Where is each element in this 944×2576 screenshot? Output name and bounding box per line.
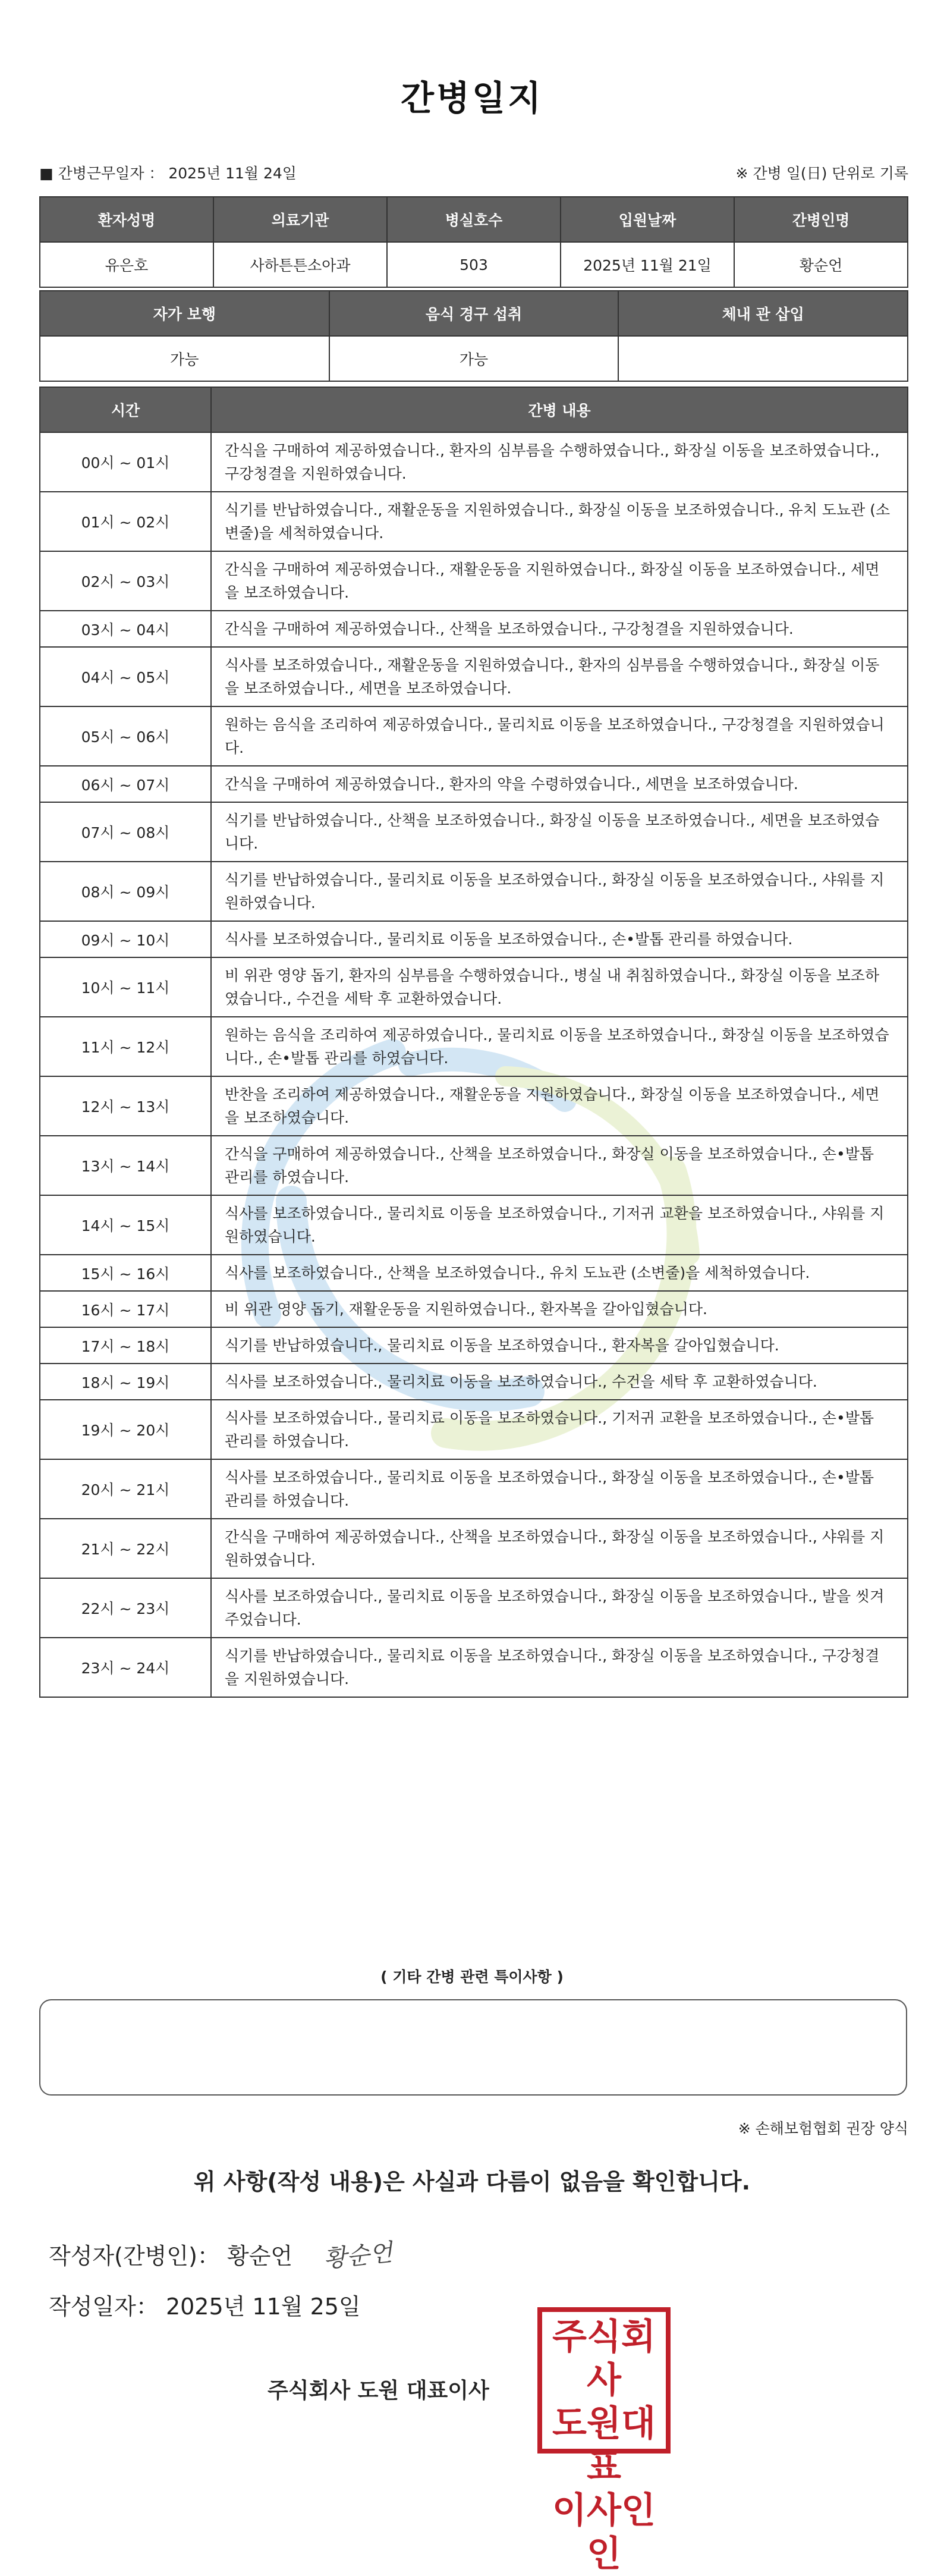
log-time-cell: 20시 ~ 21시	[40, 1459, 211, 1519]
writer-label: 작성자(간병인)：	[49, 2243, 220, 2269]
log-time-cell: 13시 ~ 14시	[40, 1136, 211, 1195]
log-time-cell: 23시 ~ 24시	[40, 1638, 211, 1697]
log-time-cell: 10시 ~ 11시	[40, 957, 211, 1017]
log-time-cell: 12시 ~ 13시	[40, 1076, 211, 1136]
hospital-name: 사하튼튼소아과	[213, 242, 387, 287]
patient-table-value-row	[40, 242, 908, 287]
meta-row	[39, 162, 908, 186]
company-seal-stamp	[537, 2307, 671, 2575]
log-time-cell: 11시 ~ 12시	[40, 1017, 211, 1076]
log-time-cell: 00시 ~ 01시	[40, 432, 211, 492]
page-title: 간병일지	[400, 78, 544, 118]
table-row	[40, 432, 908, 492]
seal-line: 주식회사	[552, 2316, 656, 2401]
header-self-walking: 자가 보행	[40, 291, 329, 336]
log-time-cell: 05시 ~ 06시	[40, 706, 211, 766]
log-time-cell: 22시 ~ 23시	[40, 1578, 211, 1638]
log-content-cell: 원하는 음식을 조리하여 제공하였습니다., 물리치료 이동을 보조하였습니다., 화장실 이동을 보조하였습니다., 손•발톱 관리를 하였습니다.	[211, 1017, 908, 1076]
log-time-cell: 06시 ~ 07시	[40, 766, 211, 802]
log-content-cell: 간식을 구매하여 제공하였습니다., 환자의 약을 수령하였습니다., 세면을 보조하였습니다.	[211, 766, 908, 802]
log-time-cell: 08시 ~ 09시	[40, 862, 211, 921]
log-time-cell: 18시 ~ 19시	[40, 1364, 211, 1400]
table-row	[40, 611, 908, 647]
special-notes-title: ( 기타 간병 관련 특이사항 )	[380, 1968, 564, 1986]
log-time-cell: 02시 ~ 03시	[40, 551, 211, 611]
table-row	[40, 862, 908, 921]
table-row	[40, 1519, 908, 1578]
log-content-cell: 간식을 구매하여 제공하였습니다., 환자의 심부름을 수행하였습니다., 화장실 이동을 보조하였습니다., 구강청결을 지원하였습니다.	[211, 432, 908, 492]
header-patient-name: 환자성명	[40, 197, 213, 242]
table-row	[40, 1076, 908, 1136]
table-row	[40, 1327, 908, 1364]
log-content-cell: 식사를 보조하였습니다., 재활운동을 지원하였습니다., 환자의 심부름을 수행하였습니다., 화장실 이동을 보조하였습니다., 세면을 보조하였습니다.	[211, 647, 908, 706]
unit-note: ※ 간병 일(日) 단위로 기록	[735, 165, 908, 182]
writer-signature: 황순언	[322, 2239, 394, 2273]
log-content-cell: 간식을 구매하여 제공하였습니다., 재활운동을 지원하였습니다., 화장실 이동을 보조하였습니다., 세면을 보조하였습니다.	[211, 551, 908, 611]
seal-line: 도원대표	[552, 2403, 656, 2488]
log-table-body	[40, 432, 908, 1697]
status-table-value-row	[40, 336, 908, 381]
written-date-label: 작성일자：	[49, 2294, 159, 2320]
table-row	[40, 551, 908, 611]
log-time-cell: 04시 ~ 05시	[40, 647, 211, 706]
header-caregiver-name: 간병인명	[734, 197, 908, 242]
table-row	[40, 921, 908, 957]
log-time-cell: 09시 ~ 10시	[40, 921, 211, 957]
log-content-cell: 비 위관 영양 돕기, 환자의 심부름을 수행하였습니다., 병실 내 취침하였습니다., 화장실 이동을 보조하였습니다., 수건을 세탁 후 교환하였습니다.	[211, 957, 908, 1017]
header-hospital: 의료기관	[213, 197, 387, 242]
log-time-cell: 16시 ~ 17시	[40, 1291, 211, 1327]
header-oral-intake: 음식 경구 섭취	[329, 291, 619, 336]
log-content-cell: 비 위관 영양 돕기, 재활운동을 지원하였습니다., 환자복을 갈아입혔습니다.	[211, 1291, 908, 1327]
table-row	[40, 1136, 908, 1195]
log-content-cell: 간식을 구매하여 제공하였습니다., 산책을 보조하였습니다., 화장실 이동을 보조하였습니다., 샤워를 지원하였습니다.	[211, 1519, 908, 1578]
log-content-cell: 간식을 구매하여 제공하였습니다., 산책을 보조하였습니다., 구강청결을 지원하였습니다.	[211, 611, 908, 647]
care-log-table	[39, 387, 908, 1698]
table-row	[40, 492, 908, 551]
log-content-cell: 식사를 보조하였습니다., 산책을 보조하였습니다., 유치 도뇨관 (소변줄)을 세척하였습니다.	[211, 1255, 908, 1291]
status-table-header-row	[40, 291, 908, 336]
table-row	[40, 647, 908, 706]
company-representative: 주식회사 도원 대표이사	[268, 2379, 489, 2403]
table-row	[40, 1195, 908, 1255]
self-walking-value: 가능	[40, 336, 329, 381]
table-row	[40, 1578, 908, 1638]
patient-table-header-row	[40, 197, 908, 242]
table-row	[40, 802, 908, 862]
table-row	[40, 1364, 908, 1400]
room-number: 503	[387, 242, 561, 287]
table-row	[40, 1400, 908, 1459]
log-content-cell: 식사를 보조하였습니다., 물리치료 이동을 보조하였습니다., 기저귀 교환을 보조하였습니다., 샤워를 지원하였습니다.	[211, 1195, 908, 1255]
header-admission-date: 입원날짜	[561, 197, 734, 242]
table-row	[40, 1459, 908, 1519]
header-care-content: 간병 내용	[211, 387, 908, 432]
patient-name: 유은호	[40, 242, 213, 287]
log-time-cell: 07시 ~ 08시	[40, 802, 211, 862]
log-content-cell: 식기를 반납하였습니다., 재활운동을 지원하였습니다., 화장실 이동을 보조하였습니다., 유치 도뇨관 (소변줄)을 세척하였습니다.	[211, 492, 908, 551]
table-row	[40, 706, 908, 766]
header-room: 병실호수	[387, 197, 561, 242]
log-content-cell: 식사를 보조하였습니다., 물리치료 이동을 보조하였습니다., 기저귀 교환을 보조하였습니다., 손•발톱 관리를 하였습니다.	[211, 1400, 908, 1459]
log-time-cell: 19시 ~ 20시	[40, 1400, 211, 1459]
table-row	[40, 1291, 908, 1327]
log-time-cell: 03시 ~ 04시	[40, 611, 211, 647]
seal-line: 이사인인	[552, 2490, 656, 2575]
table-row	[40, 957, 908, 1017]
written-date-line	[49, 2288, 361, 2321]
log-content-cell: 식기를 반납하였습니다., 물리치료 이동을 보조하였습니다., 화장실 이동을 보조하였습니다., 샤워를 지원하였습니다.	[211, 862, 908, 921]
log-content-cell: 식기를 반납하였습니다., 물리치료 이동을 보조하였습니다., 환자복을 갈아입혔습니다.	[211, 1327, 908, 1364]
log-time-cell: 15시 ~ 16시	[40, 1255, 211, 1291]
log-time-cell: 17시 ~ 18시	[40, 1327, 211, 1364]
special-notes-box[interactable]	[39, 1999, 907, 2096]
care-date-label: ■ 간병근무일자 ： 2025년 11월 24일	[39, 165, 297, 182]
table-row	[40, 1255, 908, 1291]
log-content-cell: 식사를 보조하였습니다., 물리치료 이동을 보조하였습니다., 화장실 이동을 보조하였습니다., 손•발톱 관리를 하였습니다.	[211, 1459, 908, 1519]
log-content-cell: 식기를 반납하였습니다., 물리치료 이동을 보조하였습니다., 화장실 이동을 보조하였습니다., 구강청결을 지원하였습니다.	[211, 1638, 908, 1697]
log-table-header-row	[40, 387, 908, 432]
recommend-note: ※ 손해보험협회 권장 양식	[738, 2120, 908, 2137]
log-content-cell: 원하는 음식을 조리하여 제공하였습니다., 물리치료 이동을 보조하였습니다., 구강청결을 지원하였습니다.	[211, 706, 908, 766]
log-time-cell: 21시 ~ 22시	[40, 1519, 211, 1578]
log-content-cell: 식사를 보조하였습니다., 물리치료 이동을 보조하였습니다., 수건을 세탁 후 교환하였습니다.	[211, 1364, 908, 1400]
log-content-cell: 반찬을 조리하여 제공하였습니다., 재활운동을 지원하였습니다., 화장실 이동을 보조하였습니다., 세면을 보조하였습니다.	[211, 1076, 908, 1136]
confirmation-statement: 위 사항(작성 내용)은 사실과 다름이 없음을 확인합니다.	[193, 2169, 751, 2195]
written-date-value: 2025년 11월 25일	[165, 2294, 361, 2320]
admission-date: 2025년 11월 21일	[561, 242, 734, 287]
patient-status-table	[39, 290, 908, 382]
header-time: 시간	[40, 387, 211, 432]
patient-info-table	[39, 196, 908, 288]
table-row	[40, 766, 908, 802]
log-time-cell: 14시 ~ 15시	[40, 1195, 211, 1255]
tube-insertion-value	[618, 336, 908, 381]
table-row	[40, 1017, 908, 1076]
log-content-cell: 식사를 보조하였습니다., 물리치료 이동을 보조하였습니다., 손•발톱 관리를 하였습니다.	[211, 921, 908, 957]
header-tube-insertion: 체내 관 삽입	[618, 291, 908, 336]
log-content-cell: 식기를 반납하였습니다., 산책을 보조하였습니다., 화장실 이동을 보조하였습니다., 세면을 보조하였습니다.	[211, 802, 908, 862]
writer-line	[49, 2237, 392, 2271]
log-time-cell: 01시 ~ 02시	[40, 492, 211, 551]
log-content-cell: 식사를 보조하였습니다., 물리치료 이동을 보조하였습니다., 화장실 이동을 보조하였습니다., 발을 씻겨주었습니다.	[211, 1578, 908, 1638]
oral-intake-value: 가능	[329, 336, 619, 381]
table-row	[40, 1638, 908, 1697]
log-content-cell: 간식을 구매하여 제공하였습니다., 산책을 보조하였습니다., 화장실 이동을 보조하였습니다., 손•발톱 관리를 하였습니다.	[211, 1136, 908, 1195]
caregiver-name: 황순언	[734, 242, 908, 287]
writer-name: 황순언	[227, 2243, 293, 2269]
